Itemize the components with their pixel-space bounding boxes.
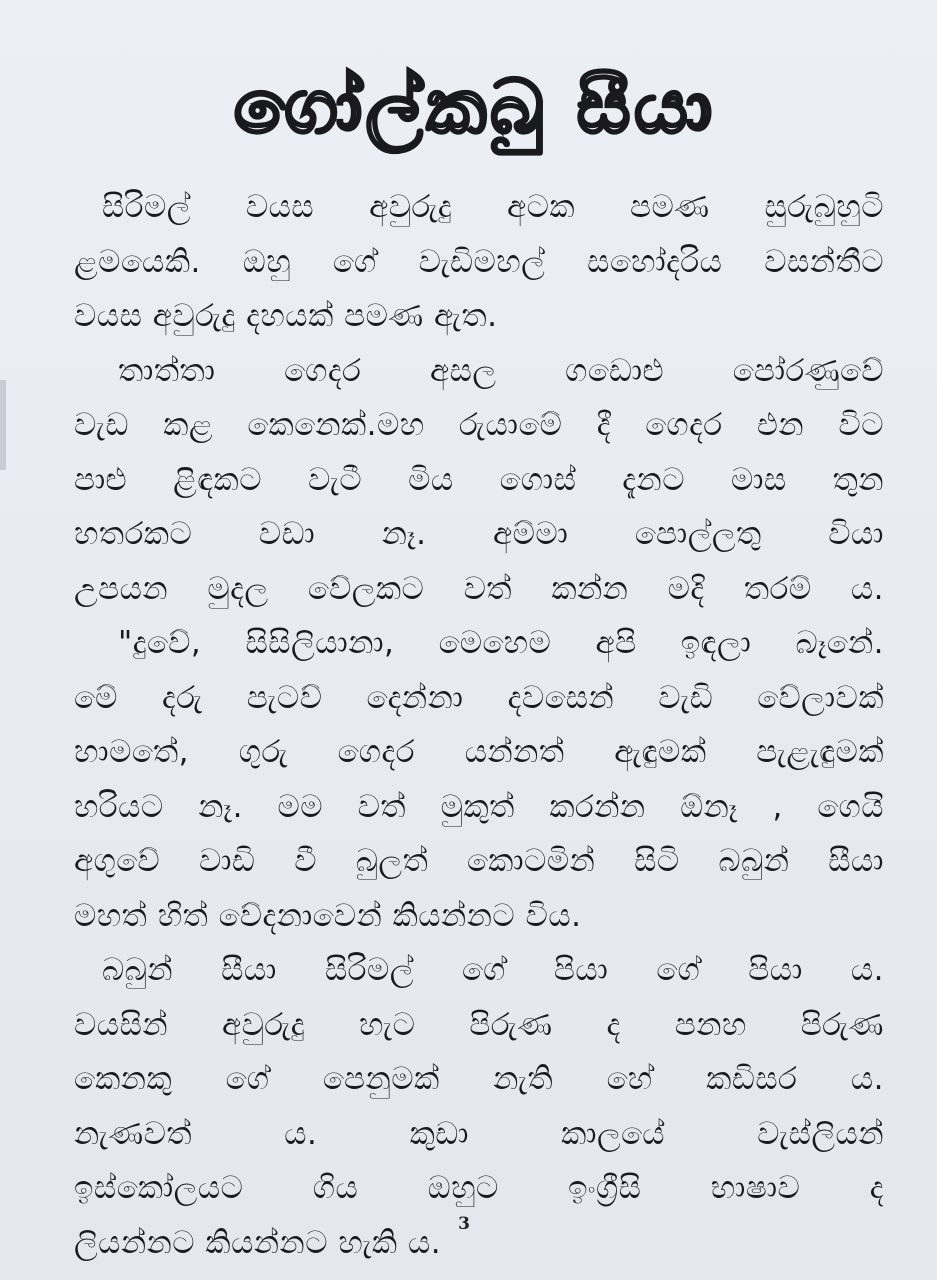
text-line: "දුවේ, සිසිලියානා, මෙහෙම අපි ඉඳලා බෑනේ. xyxy=(118,625,884,661)
text-line: වයසින් අවුරුදු හැට පිරුණ ද පනහ පිරුණ xyxy=(74,1006,884,1043)
text-line: හාමතේ, ගුරු ගෙදර යන්නත් ඇඳුමක් පැළැඳුමක් xyxy=(74,734,884,770)
text-line: හතරකට වඩා නෑ. අම්මා පොල්ලතු වියා xyxy=(74,516,884,552)
story-title: ගෝල්කබු සීයා xyxy=(234,63,716,150)
text-line: මහත් හිත් වේදනාවෙන් කියන්නට විය. xyxy=(74,897,582,934)
text-line: බබුන් සීයා සිරිමල් ගේ පියා ගේ පියා ය. xyxy=(102,952,884,988)
text-line: ලියන්නට කියන්නට හැකි ය. xyxy=(74,1224,442,1261)
text-line: සිරිමල් වයස අවුරුදු අටක පමණ සුරුබුහුටි xyxy=(102,189,884,225)
story-body xyxy=(74,180,884,1270)
text-line: ඉස්කෝලයට ගිය ඔහුට ඉංග්‍රීසි භාෂාව ද xyxy=(74,1170,884,1206)
text-line: හරියට නෑ. මම වත් මුකුත් කරන්න ඕනෑ , ගෙයි xyxy=(74,788,884,825)
text-line: ළමයෙකි. ඔහු ගේ වැඩිමහල් සහෝදරිය වසන්තීට xyxy=(74,243,884,280)
text-line: මේ දරු පැටව් දෙන්නා දවසෙන් වැඩි වේලාවක් xyxy=(74,679,884,716)
text-line: පාළු ළිඳකට වැටී මිය ගොස් දැනට මාස තුන xyxy=(74,461,884,498)
text-line: තාත්තා ගෙදර අසල ගඩොළු පෝරණුවේ xyxy=(118,352,884,389)
page-number: 3 xyxy=(458,1214,470,1234)
text-line: වැඩ කළ කෙනෙක්.මහ රුයාමේ දී ගෙදර එන විට xyxy=(74,407,884,443)
text-line: උපයන මුදල වේලකට වත් කන්න මදි තරම් ය. xyxy=(74,570,884,607)
text-line: නැණවත් ය. කුඩා කාලයේ වැස්ලියන් xyxy=(74,1115,884,1152)
text-line: කෙනකු ගේ පෙනුමක් නැති හේ කඩිසර ය. xyxy=(74,1061,884,1097)
text-line: අගුවේ වාඩි වී බුලත් කොටමින් සිටි බබුන් සීයා xyxy=(74,843,884,879)
text-line: වයස අවුරුදු දහයක් පමණ ඇත. xyxy=(74,298,498,334)
page-edge-shadow xyxy=(0,380,6,470)
